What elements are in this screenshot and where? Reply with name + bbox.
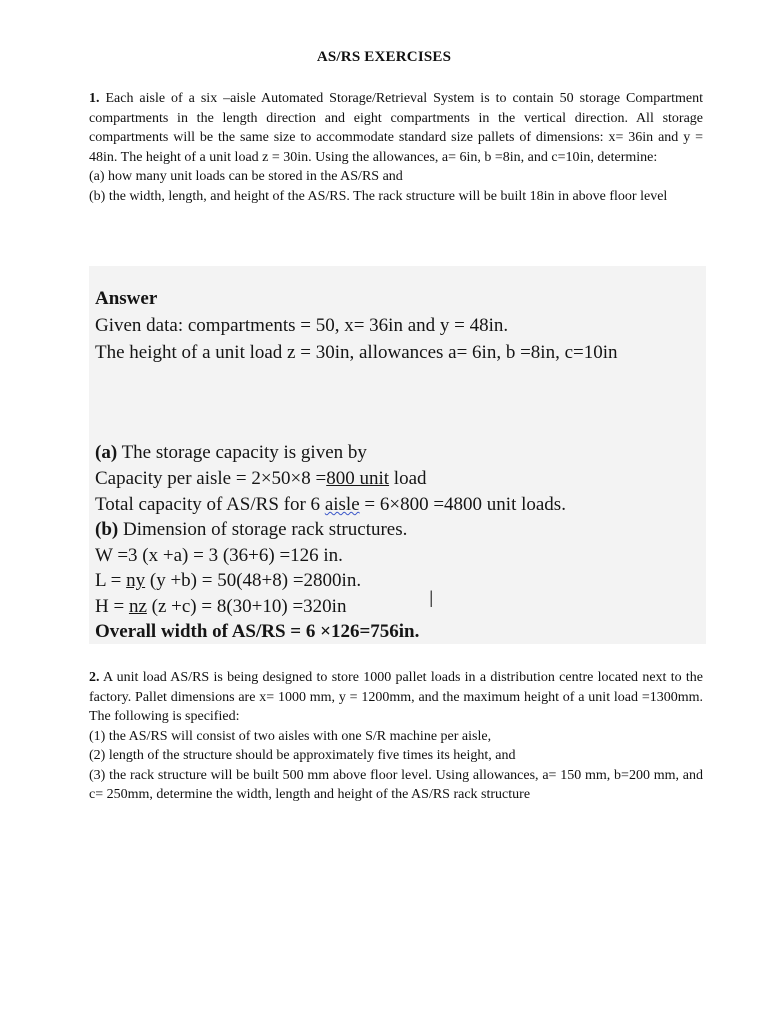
answer-part-b-heading [95,519,407,541]
answer-part-a-label: (a) [95,442,118,463]
text-cursor-icon: I [428,588,435,613]
answer-capacity-per-aisle [95,468,427,490]
total-prefix: Total capacity of AS/RS for 6 [95,494,325,515]
document-title: AS/RS EXERCISES [316,49,452,65]
length-suffix: (y +b) = 50(48+8) =2800in. [145,570,362,591]
problem-1-number: 1. [89,91,100,106]
height-nz: nz [128,596,147,617]
answer-image [89,266,706,644]
height-prefix: H = [95,596,129,617]
answer-overall-width: Overall width of AS/RS = 6 ×126=756in. [95,621,420,642]
answer-heading: Answer [95,288,158,309]
answer-width-formula: W =3 (x +a) = 3 (36+6) =126 in. [95,545,343,566]
length-ny: ny [126,570,146,591]
problem-1-part-a: (a) how many unit loads can be stored in the AS/RS and [89,169,403,184]
answer-given-1: Given data: compartments = 50, x= 36in and y = 48in. [95,315,509,336]
capacity-value: 800 unit [326,468,390,489]
problem-2-text: A unit load AS/RS is being designed to store 1000 pallet loads in a distribution centre located next to the factory. Pallet dimensions are x= 1000 mm, y = 1200mm, and the maximum height of a unit load =1300mm. The following is specified: [89,670,703,724]
answer-part-b-label: (b) [95,519,119,540]
problem-2-number: 2. [89,670,100,685]
problem-1-statement [89,89,703,167]
total-aisle-word: aisle [324,494,360,515]
problem-1-part-b: (b) the width, length, and height of the AS/RS. The rack structure will be built 18in in above floor level [89,188,668,204]
height-suffix: (z +c) = 8(30+10) =320in [146,596,347,617]
problem-2 [89,668,703,805]
answer-height-formula [95,596,346,618]
problem-2-item-3: (3) the rack structure will be built 500 mm above floor level. Using allowances, a= 150 mm, b=200 mm, and c= 250mm, determine the width, length and height of the AS/RS rack structure [89,767,703,802]
problem-2-statement [89,668,703,727]
total-suffix: = 6×800 =4800 unit loads. [359,494,566,515]
answer-part-a-text: The storage capacity is given by [117,442,367,463]
problem-2-item-1: (1) the AS/RS will consist of two aisles with one S/R machine per aisle, [89,728,492,744]
answer-part-b-text: Dimension of storage rack structures. [118,519,408,540]
capacity-prefix: Capacity per aisle = 2×50×8 = [95,468,327,489]
answer-length-formula [95,570,361,592]
answer-given-2: The height of a unit load z = 30in, allowances a= 6in, b =8in, c=10in [95,342,618,363]
problem-2-item-2: (2) length of the structure should be approximately five times its height, and [89,748,516,763]
problem-1 [89,89,703,206]
answer-part-a-heading [95,442,367,464]
capacity-suffix: load [389,468,427,489]
problem-1-text: Each aisle of a six –aisle Automated Storage/Retrieval System is to contain 50 storage Compartment compartments in the length direction and eight compartments in the vertical direction. All storage compartments will be the same size to accommodate standard size pallets of dimensions: x= 36in and y = 48in. The height of a unit load z = 30in. Using the allowances, a= 6in, b =8in, and c=10in, determine: [89,91,703,165]
answer-total-capacity [95,494,566,516]
length-prefix: L = [95,570,127,591]
